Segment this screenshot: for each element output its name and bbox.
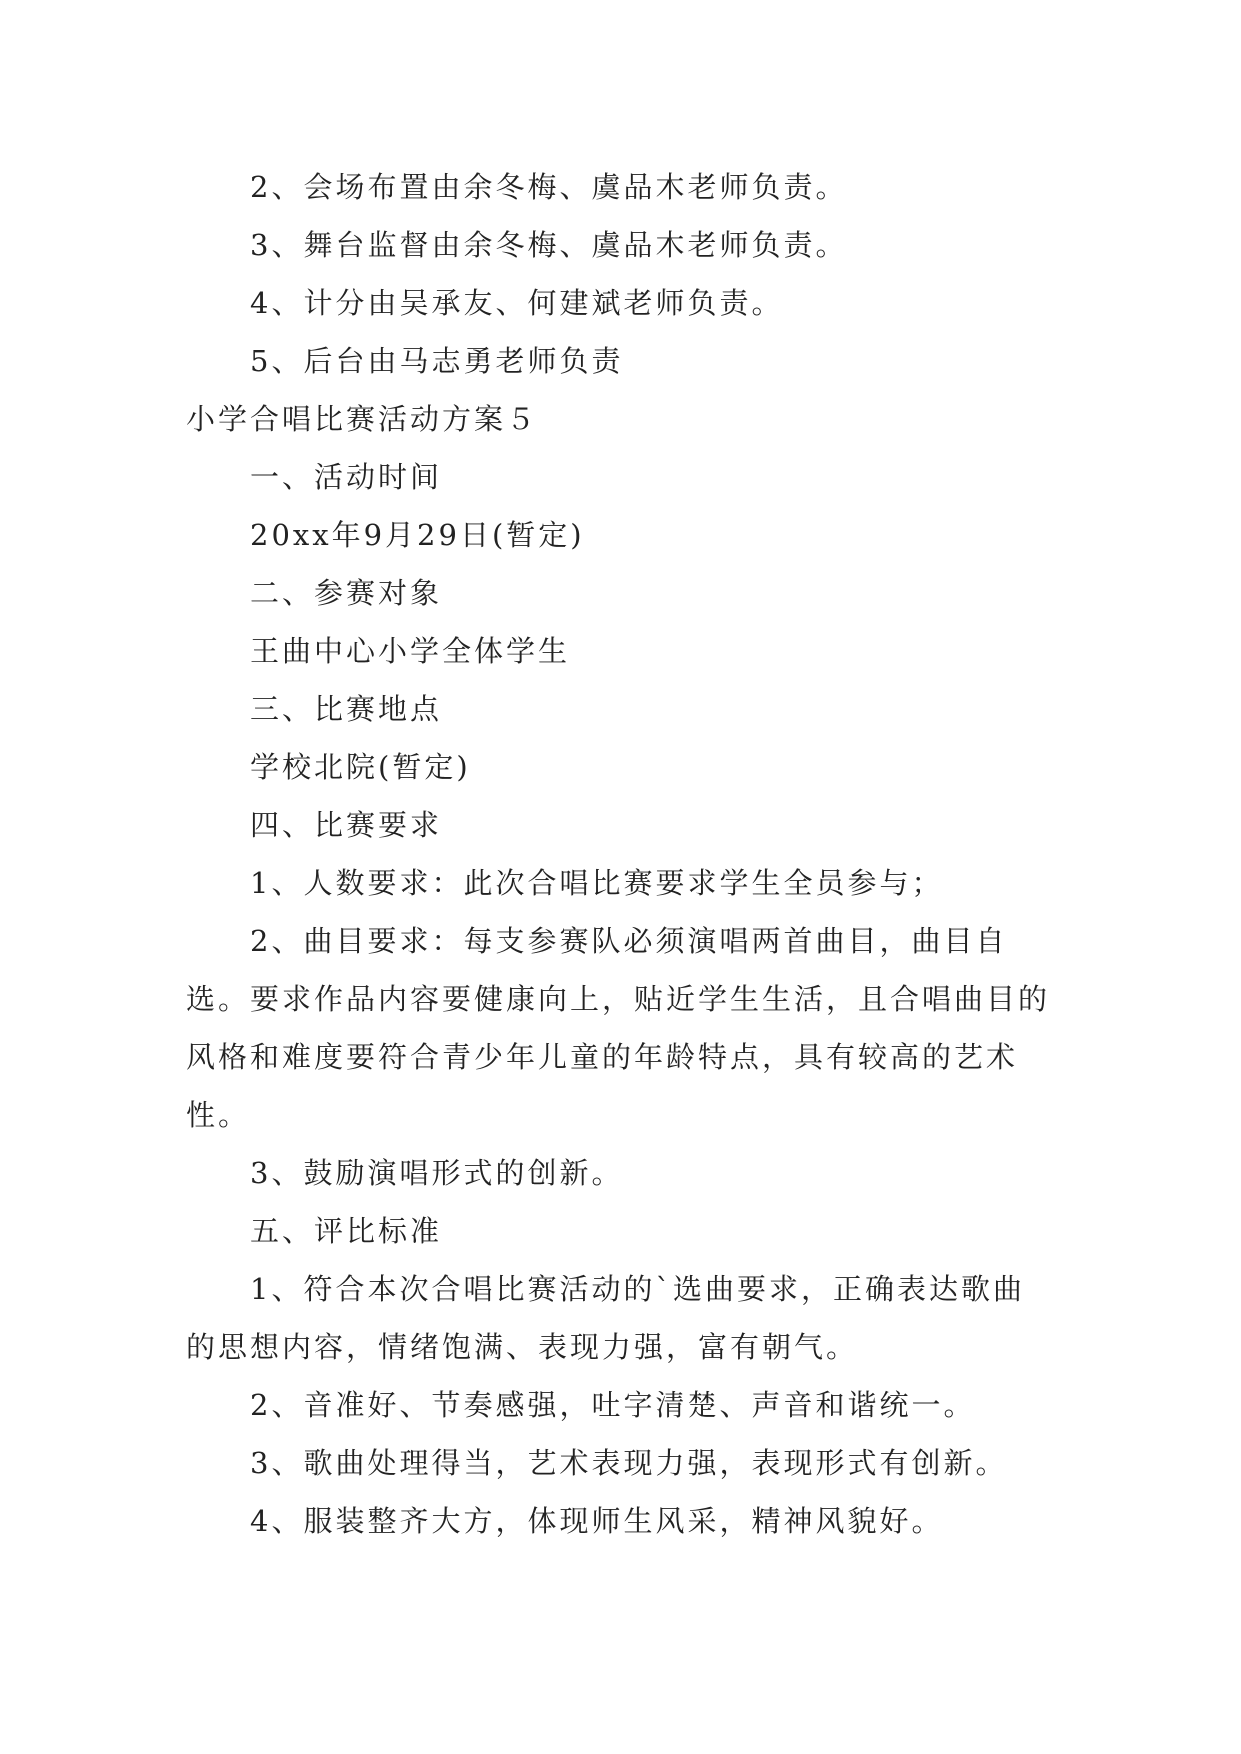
requirement-headcount: 1、人数要求：此次合唱比赛要求学生全员参与；: [250, 866, 944, 900]
participants-text: 王曲中心小学全体学生: [250, 634, 571, 668]
criterion-interpretation: 3、歌曲处理得当，艺术表现力强，表现形式有创新。: [250, 1446, 1008, 1480]
heading-venue: 三、比赛地点: [250, 692, 443, 726]
paragraph-backstage: 5、后台由马志勇老师负责: [250, 344, 624, 378]
document-body: [186, 158, 1054, 1550]
requirement-innovation: 3、鼓励演唱形式的创新。: [250, 1156, 624, 1190]
paragraph-stage-setup: 2、会场布置由余冬梅、虞品木老师负责。: [250, 170, 848, 204]
heading-criteria: 五、评比标准: [250, 1214, 443, 1248]
section-title: 小学合唱比赛活动方案５: [186, 402, 539, 436]
criterion-pitch-rhythm: 2、音准好、节奏感强，吐字清楚、声音和谐统一。: [250, 1388, 976, 1422]
heading-requirements: 四、比赛要求: [250, 808, 443, 842]
activity-date: 20xx年9月29日(暂定): [250, 518, 585, 552]
venue-text: 学校北院(暂定): [250, 750, 471, 784]
paragraph-scoring: 4、计分由吴承友、何建斌老师负责。: [250, 286, 784, 320]
requirement-repertoire: 2、曲目要求：每支参赛队必须演唱两首曲目，曲目自选。要求作品内容要健康向上，贴近学生生活，且合唱曲目的风格和难度要符合青少年儿童的年龄特点，具有较高的艺术性。: [186, 924, 1051, 1132]
heading-participants: 二、参赛对象: [250, 576, 443, 610]
criterion-selection: 1、符合本次合唱比赛活动的`选曲要求，正确表达歌曲的思想内容，情绪饱满、表现力强，富有朝气。: [186, 1272, 1025, 1364]
criterion-costume: 4、服装整齐大方，体现师生风采，精神风貌好。: [250, 1504, 944, 1538]
paragraph-stage-supervision: 3、舞台监督由余冬梅、虞品木老师负责。: [250, 228, 848, 262]
heading-activity-time: 一、活动时间: [250, 460, 443, 494]
